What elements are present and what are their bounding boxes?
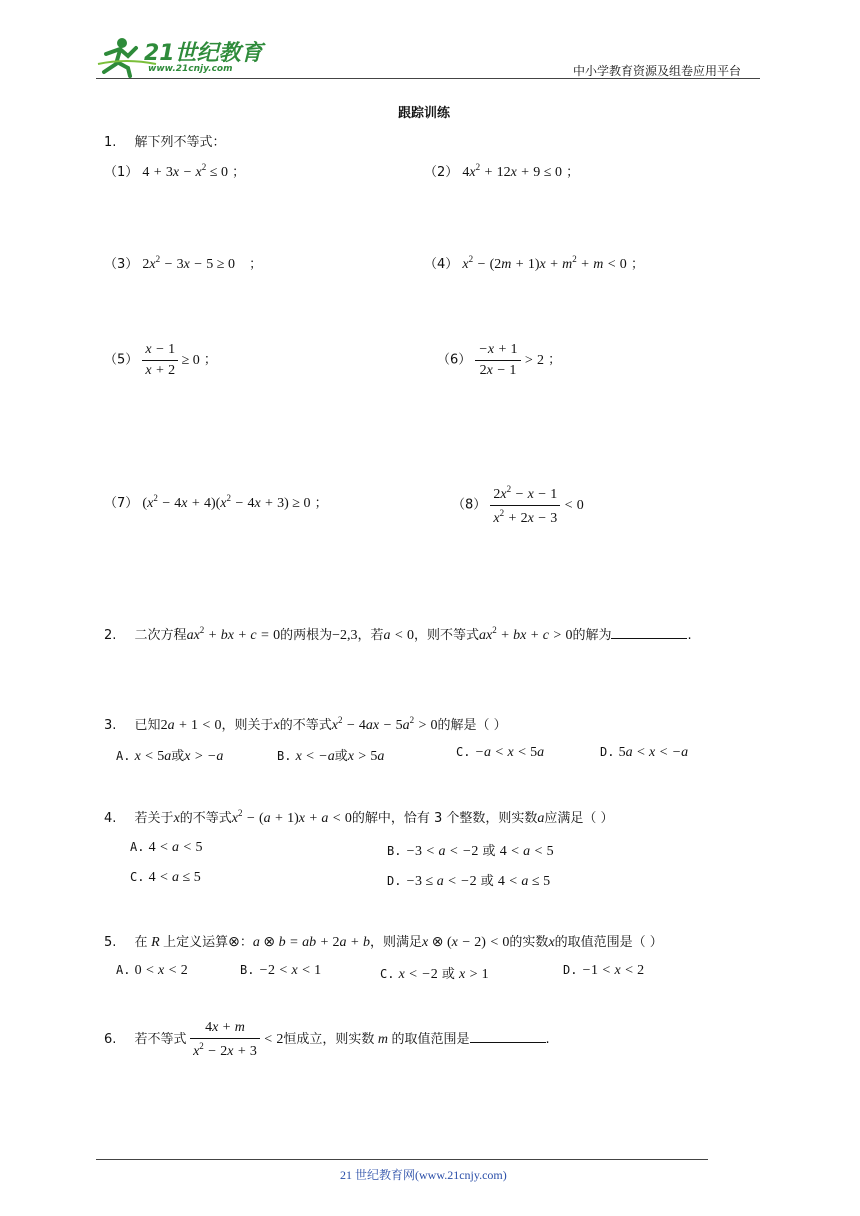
q6-text: 若不等式 — [134, 1032, 187, 1048]
page-title: 跟踪训练 — [398, 106, 451, 121]
q5-option-a[interactable] — [116, 963, 188, 979]
inequality: $x^2 - (2m + 1)x + m^2 + m < 0$ — [462, 254, 627, 272]
or-text: 或 — [441, 967, 455, 982]
item-end: ； — [232, 165, 246, 180]
q1-item-4 — [424, 253, 644, 273]
option-letter: D. — [563, 963, 578, 977]
q2-condition: a < 0 — [383, 628, 414, 643]
q5-text: ，则满足 — [369, 935, 422, 950]
answer-blank[interactable] — [611, 626, 687, 639]
q3-text: ，则关于 — [221, 718, 274, 733]
q5-text: 上定义运算 — [163, 935, 229, 950]
logo-main-text: 21世纪教育 — [144, 41, 263, 66]
inequality: $(x^2 - 4x + 4)(x^2 - 4x + 3) \ge 0$ — [142, 493, 311, 511]
option-letter: D. — [387, 874, 402, 888]
q5-text: 的取值范围是（ ） — [554, 935, 663, 950]
item-end: ； — [203, 352, 217, 368]
q6-text: 恒成立，则实数 — [283, 1032, 375, 1048]
option-math: 0 < x < 2 — [134, 963, 188, 978]
option-math: x > −a — [184, 749, 224, 764]
q2-text: ，若 — [357, 628, 384, 643]
option-math: x > 1 — [459, 967, 489, 982]
q4-text: 的不等式 — [179, 811, 232, 826]
q1-item-6 — [437, 342, 561, 379]
option-math: 4 < a < 5 — [148, 840, 203, 855]
option-math: −2 < x < 1 — [258, 963, 322, 978]
q5-text: ： — [239, 935, 253, 950]
or-text: 或 — [480, 874, 494, 889]
q3-option-c[interactable] — [456, 745, 544, 761]
q3-var: x — [273, 718, 280, 733]
or-text: 或 — [334, 749, 348, 764]
q6-text: 的取值范围是 — [391, 1032, 470, 1048]
q5-text: 在 — [134, 935, 148, 950]
option-math: 4 < a ≤ 5 — [148, 870, 201, 885]
q1-item-3 — [104, 253, 262, 273]
header-right-text: 中小学教育资源及组卷应用平台 — [573, 64, 742, 78]
item-label: （5） — [104, 352, 139, 368]
q2-inequality: $ax^2$ + bx + c > 0 — [478, 625, 573, 643]
q4 — [104, 807, 614, 827]
q5 — [104, 931, 663, 951]
q4-option-a[interactable] — [130, 840, 203, 856]
q3-inequality: $x^2 - 4ax - 5a^2 > 0$ — [331, 715, 438, 733]
q5-option-d[interactable] — [563, 963, 644, 979]
option-letter: C. — [130, 870, 145, 884]
option-letter: A. — [116, 749, 131, 763]
inequality: $\frac{2x^2 - x - 1}{x^2 + 2x - 3}$ < 0 — [490, 498, 583, 513]
option-math: −1 < x < 2 — [581, 963, 645, 978]
item-label: （4） — [424, 257, 459, 272]
option-letter: C. — [380, 967, 395, 981]
or-text: 或 — [482, 844, 496, 859]
inequality: $4x^2 + 12x + 9 \le 0$ — [462, 162, 562, 180]
q6-inequality: $\frac{4x + m}{x^2 - 2x + 3}$ < 2 — [187, 1032, 284, 1047]
item-end: ； — [630, 257, 644, 272]
answer-blank[interactable] — [470, 1030, 546, 1043]
q4-option-b[interactable] — [387, 840, 554, 860]
logo — [96, 34, 266, 78]
item-label: （6） — [437, 352, 472, 368]
q1-item-8 — [452, 484, 584, 527]
q1-number: 1. — [104, 135, 117, 150]
item-label: （7） — [104, 496, 139, 511]
q1-item-5 — [104, 342, 217, 379]
q6-end: . — [545, 1032, 550, 1048]
q3-option-d[interactable] — [600, 745, 688, 761]
q2-text: 的解为 — [572, 628, 612, 643]
q4-option-c[interactable] — [130, 870, 201, 886]
q5-var: x — [548, 935, 555, 950]
option-letter: A. — [116, 963, 131, 977]
q3-text: 的解是（ ） — [437, 718, 507, 733]
option-letter: C. — [456, 745, 471, 759]
q2-text: 二次方程 — [134, 628, 187, 643]
q5-number: 5. — [104, 935, 117, 950]
option-math: −3 ≤ a < −2 — [405, 874, 477, 889]
item-end: ； — [548, 352, 562, 368]
option-letter: A. — [130, 840, 145, 854]
q3-option-a[interactable] — [116, 745, 223, 765]
inequality: $2x^2 - 3x - 5 \ge 0$ — [142, 254, 235, 272]
q4-text: 应满足（ ） — [544, 811, 614, 826]
q2-number: 2. — [104, 628, 117, 643]
option-math: −3 < a < −2 — [405, 844, 479, 859]
item-label: （3） — [104, 257, 139, 272]
q6 — [104, 1020, 550, 1060]
footer-text: 21 世纪教育网(www.21cnjy.com) — [340, 1168, 507, 1182]
option-math: x < 5a — [134, 749, 172, 764]
option-letter: B. — [387, 844, 402, 858]
q6-var: m — [374, 1032, 392, 1048]
option-math: x > 5a — [347, 749, 385, 764]
q1-item-7 — [104, 492, 328, 512]
q3-number: 3. — [104, 718, 117, 733]
inequality: $4 + 3x - x^2 \le 0$ — [142, 162, 228, 180]
option-letter: B. — [240, 963, 255, 977]
q4-var: x — [173, 811, 180, 826]
q4-number: 4. — [104, 811, 117, 826]
inequality: $\frac{x - 1}{x + 2}$ ≥ 0 — [142, 353, 199, 368]
q4-text: 的解中，恰有 3 个整数，则实数 — [351, 811, 538, 826]
or-text: 或 — [171, 749, 185, 764]
q1-text: 解下列不等式： — [134, 135, 226, 150]
option-math: 5a < x < −a — [618, 745, 689, 760]
option-math: 4 < a < 5 — [499, 844, 554, 859]
q2-text: ，则不等式 — [413, 628, 479, 643]
item-label: （8） — [452, 497, 487, 513]
q3-text: 的不等式 — [279, 718, 332, 733]
logo-url-text: www.21cnjy.com — [148, 64, 233, 74]
item-label: （2） — [424, 165, 459, 180]
q1-stem — [104, 131, 226, 150]
option-math: x < −2 — [398, 967, 438, 982]
q5-text: 的实数 — [509, 935, 549, 950]
option-math: 4 < a ≤ 5 — [497, 874, 551, 889]
item-label: （1） — [104, 165, 139, 180]
option-letter: D. — [600, 745, 615, 759]
q5-option-b[interactable] — [240, 963, 321, 979]
q4-text: 若关于 — [134, 811, 174, 826]
q2-text: 的两根为 — [280, 628, 333, 643]
q5-option-c[interactable] — [380, 963, 489, 983]
header-rule — [96, 78, 760, 79]
q3 — [104, 714, 507, 734]
option-math: −a < x < 5a — [474, 745, 545, 760]
footer-rule — [96, 1159, 708, 1160]
q5-inequality: x ⊗ (x − 2) < 0 — [422, 935, 510, 950]
q5-definition: a ⊗ b = ab + 2a + b — [252, 935, 370, 950]
q3-condition: 2a + 1 < 0 — [160, 718, 222, 733]
q3-option-b[interactable] — [277, 745, 384, 765]
q1-item-2 — [424, 161, 579, 181]
q4-var-a: a — [537, 811, 545, 826]
q4-option-d[interactable] — [387, 870, 550, 890]
q2-end: . — [687, 628, 692, 643]
item-end: ； — [566, 165, 580, 180]
q3-text: 已知 — [134, 718, 161, 733]
q5-set-r: R — [147, 935, 164, 950]
otimes-symbol: ⊗ — [228, 935, 240, 950]
q2-equation: $ax^2$ + bx + c = 0 — [186, 625, 281, 643]
option-math: x < −a — [295, 749, 335, 764]
q6-number: 6. — [104, 1032, 117, 1048]
q2 — [104, 624, 692, 644]
q2-roots: −2,3 — [332, 628, 358, 643]
option-letter: B. — [277, 749, 292, 763]
q1-item-1 — [104, 161, 245, 181]
item-end: ； — [314, 496, 328, 511]
inequality: $\frac{-x + 1}{2x - 1}$ > 2 — [475, 353, 544, 368]
q4-inequality: $x^2 - (a + 1)x + a < 0$ — [231, 808, 352, 826]
item-end: ； — [249, 257, 263, 272]
